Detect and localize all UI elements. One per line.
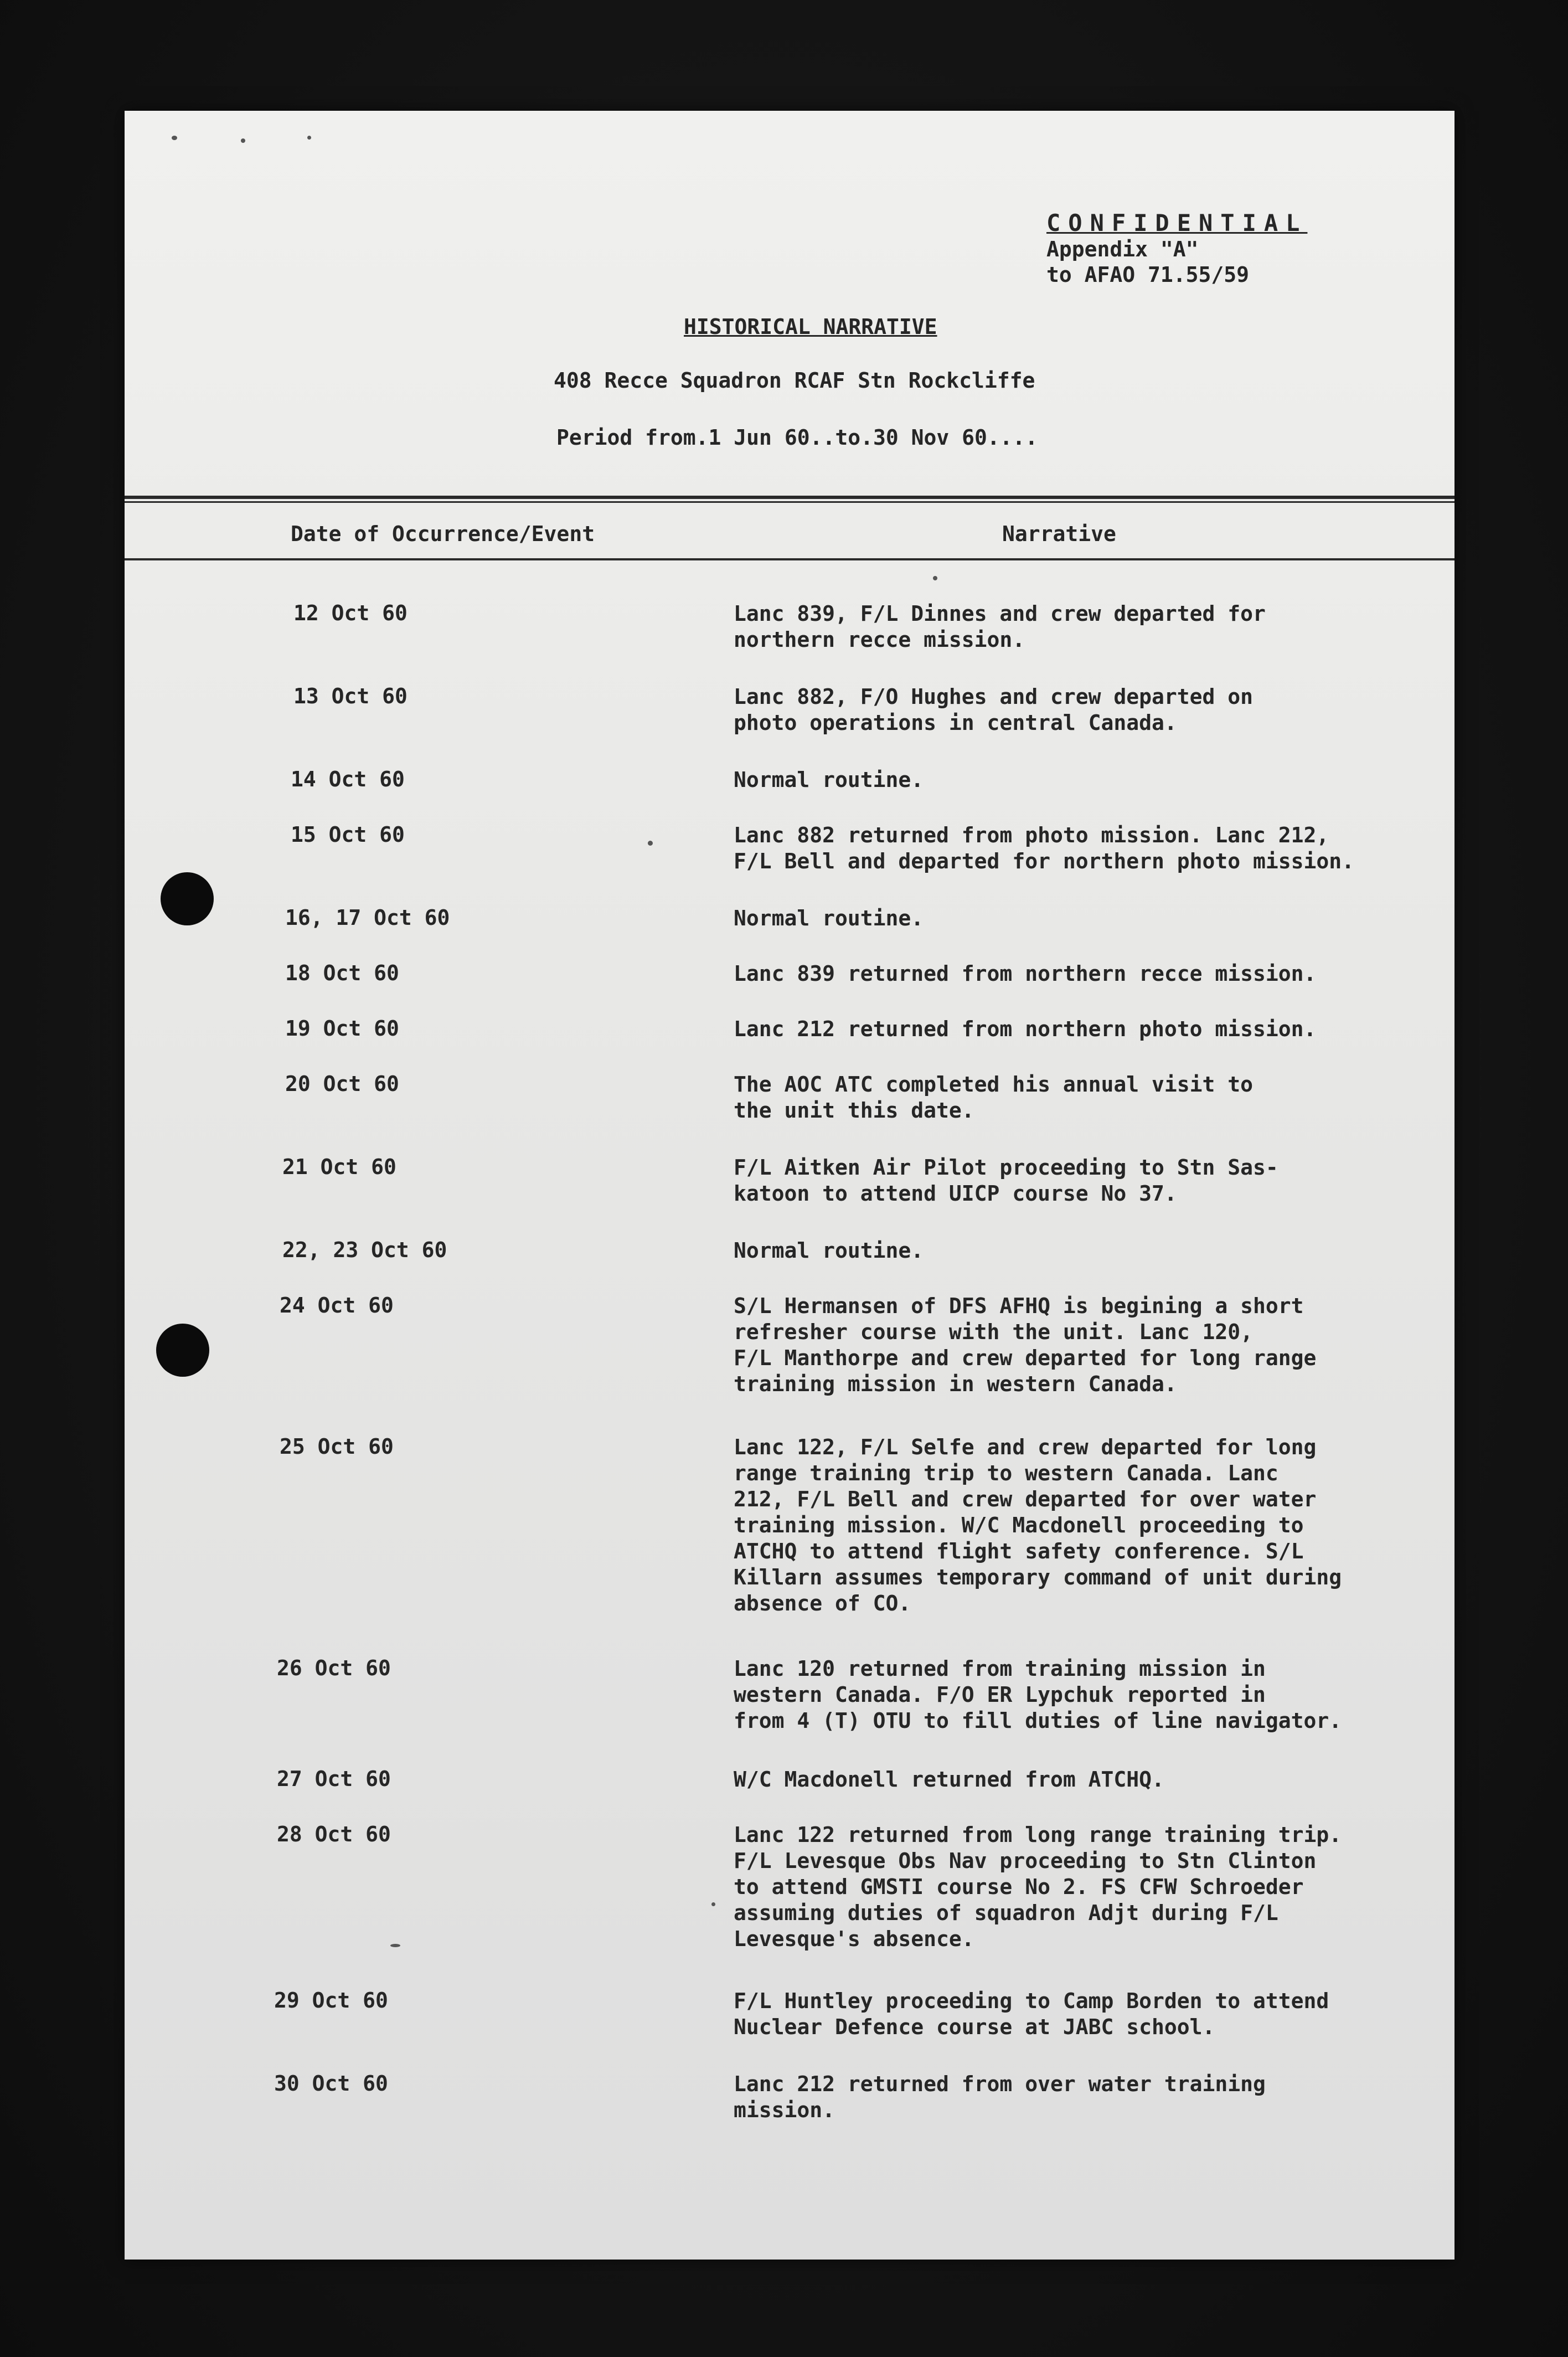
entry-date: 22, 23 Oct 60 [282, 1238, 447, 1262]
unit-name: 408 Recce Squadron RCAF Stn Rockcliffe [554, 368, 1035, 393]
speck [933, 576, 937, 580]
column-header-date: Date of Occurrence/Event [291, 522, 595, 546]
entry-narrative: The AOC ATC completed his annual visit to the unit this date. [734, 1072, 1253, 1123]
entry-date: 13 Oct 60 [293, 684, 408, 708]
entry-narrative: Lanc 122 returned from long range training trip. F/L Levesque Obs Nav proceeding to Stn Clinton to attend GMSTI course No 2. FS CFW Schroeder assuming duties of squadron Adjt during F/L Levesque's absence. [734, 1823, 1342, 1951]
entry-date: 21 Oct 60 [282, 1155, 396, 1179]
entry-narrative: Lanc 839 returned from northern recce mission. [734, 961, 1317, 986]
entry-date: 20 Oct 60 [285, 1072, 399, 1096]
entry-narrative: S/L Hermansen of DFS AFHQ is begining a short refresher course with the unit. Lanc 120, F/L Manthorpe and crew departed for long range training mission in western Canada. [734, 1294, 1317, 1396]
speck [241, 138, 245, 143]
entry-narrative: Lanc 122, F/L Selfe and crew departed for long range training trip to western Canada. Lanc 212, F/L Bell and crew departed for over water training mission. W/C Macdonell proceeding to ATCHQ to attend flight safety conference. S/L Killarn assumes temporary command of unit during absence of CO. [734, 1435, 1342, 1615]
entry-narrative: Lanc 882, F/O Hughes and crew departed on photo operations in central Canada. [734, 685, 1253, 735]
entry-narrative: Lanc 120 returned from training mission in western Canada. F/O ER Lypchuk reported in from 4 (T) OTU to fill duties of line navigator. [734, 1656, 1342, 1733]
entry-date: 19 Oct 60 [285, 1016, 399, 1041]
document-page [125, 111, 1454, 2260]
entry-date: 16, 17 Oct 60 [285, 905, 450, 930]
classification-label: CONFIDENTIAL [1046, 209, 1308, 236]
entry-date: 24 Oct 60 [280, 1293, 394, 1318]
document-title: HISTORICAL NARRATIVE [684, 315, 937, 339]
table-top-rule [125, 496, 1454, 503]
entry-narrative: Normal routine. [734, 906, 924, 930]
entry-date: 29 Oct 60 [274, 1988, 388, 2013]
appendix-label: Appendix "A" [1046, 237, 1199, 261]
entry-date: 27 Oct 60 [277, 1767, 391, 1791]
entry-narrative: W/C Macdonell returned from ATCHQ. [734, 1767, 1164, 1792]
entry-narrative: Lanc 882 returned from photo mission. Lanc 212, F/L Bell and departed for northern photo mission. [734, 823, 1355, 873]
speck [307, 136, 311, 140]
entry-date: 25 Oct 60 [280, 1434, 394, 1459]
column-header-narrative: Narrative [1002, 522, 1116, 546]
entry-narrative: Normal routine. [734, 1238, 924, 1263]
entry-narrative: Normal routine. [734, 768, 924, 792]
period-suffix: .... [987, 425, 1038, 450]
entry-date: 26 Oct 60 [277, 1656, 391, 1680]
entry-narrative: F/L Aitken Air Pilot proceeding to Stn Sas- katoon to attend UICP course No 37. [734, 1155, 1278, 1206]
punch-hole [156, 1324, 209, 1377]
period-middle: ..to. [809, 425, 873, 450]
period-to: 30 Nov 60 [873, 425, 987, 450]
entry-narrative: Lanc 212 returned from northern photo mission. [734, 1017, 1317, 1041]
speck [711, 1902, 715, 1906]
entry-date: 28 Oct 60 [277, 1822, 391, 1846]
entry-date: 14 Oct 60 [291, 767, 405, 791]
reference-label: to AFAO 71.55/59 [1046, 263, 1250, 287]
period-from: 1 Jun 60 [708, 425, 810, 450]
entry-narrative: Lanc 212 returned from over water training mission. [734, 2072, 1266, 2122]
period-prefix: Period from. [556, 425, 709, 450]
entry-date: 12 Oct 60 [293, 601, 408, 625]
speck [390, 1944, 400, 1947]
entry-date: 30 Oct 60 [274, 2071, 388, 2096]
entry-date: 18 Oct 60 [285, 961, 399, 985]
classification-block [1046, 209, 1307, 287]
speck [648, 841, 653, 846]
entry-narrative: F/L Huntley proceeding to Camp Borden to attend Nuclear Defence course at JABC school. [734, 1989, 1329, 2039]
speck [172, 136, 177, 140]
entry-narrative: Lanc 839, F/L Dinnes and crew departed for northern recce mission. [734, 601, 1266, 652]
period-line [556, 425, 1038, 450]
table-header-rule [125, 558, 1454, 560]
punch-hole [161, 872, 214, 925]
entry-date: 15 Oct 60 [291, 822, 405, 847]
